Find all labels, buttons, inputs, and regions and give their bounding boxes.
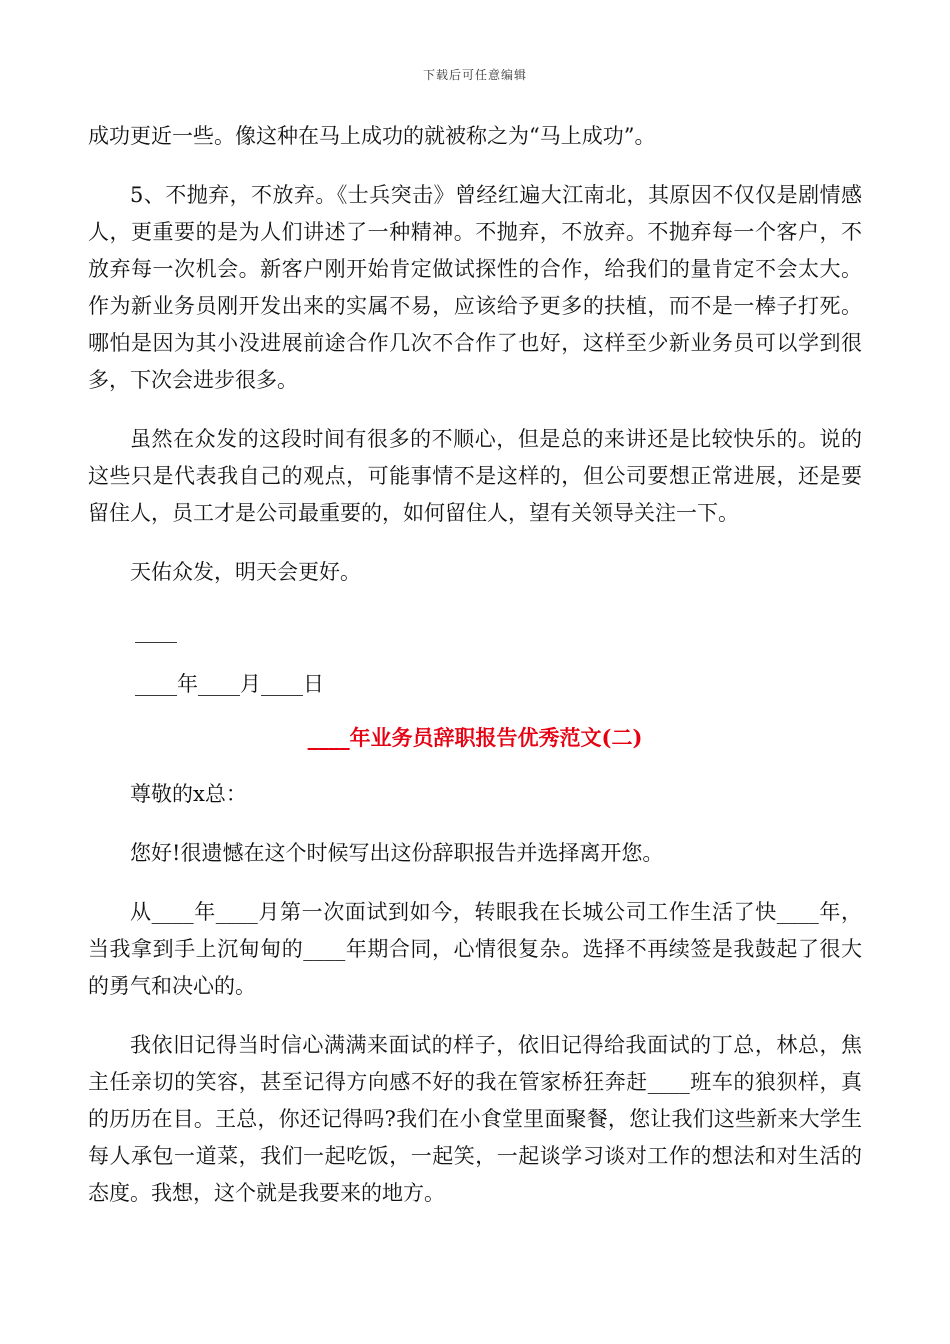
paragraph-4: 天佑众发，明天会更好。 <box>130 560 361 584</box>
section-title: ____年业务员辞职报告优秀范文(二) <box>307 725 643 750</box>
paragraph-7: 我依旧记得当时信心满满来面试的样子，依旧记得给我面试的丁总，林总，焦主任亲切的笑容，甚至记得方向感不好的我在管家桥狂奔赶____班车的狼狈样，真的历历在目。王总，你还记得吗?我们在小食堂里面聚餐，您让我们这些新来大学生每人承包一道菜，我们一起吃饭，一起笑，一起谈学习谈对工作的想法和对生活的态度。我想，这个就是我要来的地方。 <box>88 1033 862 1205</box>
paragraph-2: 5、不抛弃，不放弃。《士兵突击》曾经红遍大江南北，其原因不仅仅是剧情感人，更重要的是为人们讲述了一种精神。不抛弃，不放弃。不抛弃每一个客户，不放弃每一次机会。新客户刚开始肯定做试探性的合作，给我们的量肯定不会太大。作为新业务员刚开发出来的实属不易，应该给予更多的扶植，而不是一棒子打死。哪怕是因为其小没进展前途合作几次不合作了也好，这样至少新业务员可以学到很多，下次会进步很多。 <box>88 183 862 392</box>
paragraph-3: 虽然在众发的这段时间有很多的不顺心，但是总的来讲还是比较快乐的。说的这些只是代表我自己的观点，可能事情不是这样的，但公司要想正常进展，还是要留住人，员工才是公司最重要的，如何留住人，望有关领导关注一下。 <box>88 427 862 525</box>
date-line: ____年____月____日 <box>135 672 324 696</box>
page-header: 下载后可任意编辑 <box>422 68 527 82</box>
document-body <box>88 118 862 1212</box>
signature-line: ____ <box>135 619 177 643</box>
paragraph-1: 成功更近一些。像这种在马上成功的就被称之为“马上成功”。 <box>88 124 656 148</box>
paragraph-6: 从____年____月第一次面试到如今，转眼我在长城公司工作生活了快____年，当我拿到手上沉甸甸的____年期合同，心情很复杂。选择不再续签是我鼓起了很大的勇气和决心的。 <box>88 900 862 998</box>
paragraph-5: 您好!很遗憾在这个时候写出这份辞职报告并选择离开您。 <box>130 841 664 865</box>
salutation: 尊敬的x总： <box>130 782 247 806</box>
